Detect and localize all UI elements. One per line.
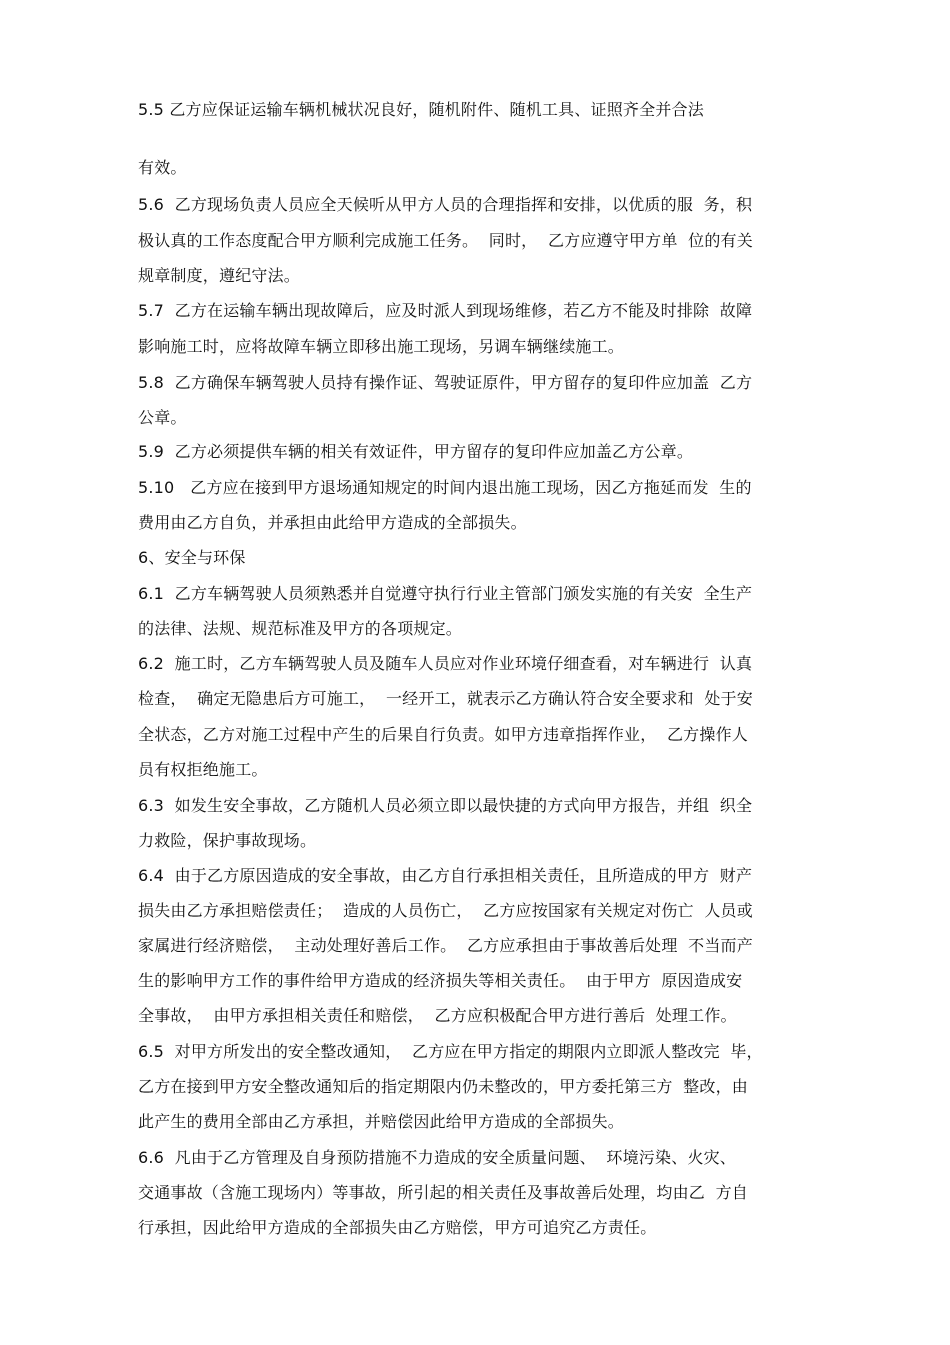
text-line: 乙方在接到甲方安全整改通知后的指定期限内仍未整改的，甲方委托第三方 整改，由 (138, 1077, 748, 1096)
text-line: 规章制度，遵纪守法。 (138, 266, 301, 285)
text-line: 生的影响甲方工作的事件给甲方造成的经济损失等相关责任。 由于甲方 原因造成安 (138, 971, 743, 990)
text-line: 6.5 对甲方所发出的安全整改通知， 乙方应在甲方指定的期限内立即派人整改完 毕， (138, 1042, 763, 1061)
text-line: 5.6 乙方现场负责人员应全天候听从甲方人员的合理指挥和安排，以优质的服 务，积 (138, 195, 753, 214)
text-line: 有效。 (138, 158, 187, 177)
text-line: 检查， 确定无隐患后方可施工， 一经开工，就表示乙方确认符合安全要求和 处于安 (138, 689, 753, 708)
text-line: 的法律、法规、规范标准及甲方的各项规定。 (138, 619, 463, 638)
text-line: 公章。 (138, 408, 187, 427)
text-line: 行承担，因此给甲方造成的全部损失由乙方赔偿，甲方可追究乙方责任。 (138, 1218, 657, 1237)
text-line: 全状态，乙方对施工过程中产生的后果自行负责。如甲方违章指挥作业， 乙方操作人 (138, 725, 748, 744)
text-line: 6.4 由于乙方原因造成的安全事故，由乙方自行承担相关责任，且所造成的甲方 财产 (138, 866, 753, 885)
text-line: 家属进行经济赔偿， 主动处理好善后工作。 乙方应承担由于事故善后处理 不当而产 (138, 936, 753, 955)
text-line: 损失由乙方承担赔偿责任； 造成的人员伤亡， 乙方应按国家有关规定对伤亡 人员或 (138, 901, 753, 920)
text-line: 力救险，保护事故现场。 (138, 831, 317, 850)
text-line: 5.8 乙方确保车辆驾驶人员持有操作证、驾驶证原件，甲方留存的复印件应加盖 乙方 (138, 373, 753, 392)
text-line: 全事故， 由甲方承担相关责任和赔偿， 乙方应积极配合甲方进行善后 处理工作。 (138, 1006, 737, 1025)
text-line: 5.10 乙方应在接到甲方退场通知规定的时间内退出施工现场，因乙方拖延而发 生的 (138, 478, 752, 497)
section-heading: 6、安全与环保 (138, 548, 246, 567)
text-line: 5.7 乙方在运输车辆出现故障后，应及时派人到现场维修，若乙方不能及时排除 故障 (138, 301, 753, 320)
text-line: 6.1 乙方车辆驾驶人员须熟悉并自觉遵守执行行业主管部门颁发实施的有关安 全生产 (138, 584, 753, 603)
text-line: 6.6 凡由于乙方管理及自身预防措施不力造成的安全质量问题、 环境污染、火灾、 (138, 1148, 736, 1167)
text-line: 5.9 乙方必须提供车辆的相关有效证件，甲方留存的复印件应加盖乙方公章。 (138, 442, 694, 461)
text-line: 6.3 如发生安全事故，乙方随机人员必须立即以最快捷的方式向甲方报告，并组 织全 (138, 796, 753, 815)
text-line: 6.2 施工时，乙方车辆驾驶人员及随车人员应对作业环境仔细查看，对车辆进行 认真 (138, 654, 753, 673)
text-line: 极认真的工作态度配合甲方顺利完成施工任务。 同时， 乙方应遵守甲方单 位的有关 (138, 231, 753, 250)
text-line: 员有权拒绝施工。 (138, 760, 268, 779)
text-line: 此产生的费用全部由乙方承担，并赔偿因此给甲方造成的全部损失。 (138, 1112, 625, 1131)
text-line: 费用由乙方自负，并承担由此给甲方造成的全部损失。 (138, 513, 527, 532)
text-line: 影响施工时，应将故障车辆立即移出施工现场，另调车辆继续施工。 (138, 337, 625, 356)
text-line: 交通事故（含施工现场内）等事故，所引起的相关责任及事故善后处理，均由乙 方自 (138, 1183, 748, 1202)
text-line: 5.5 乙方应保证运输车辆机械状况良好，随机附件、随机工具、证照齐全并合法 (138, 100, 704, 119)
